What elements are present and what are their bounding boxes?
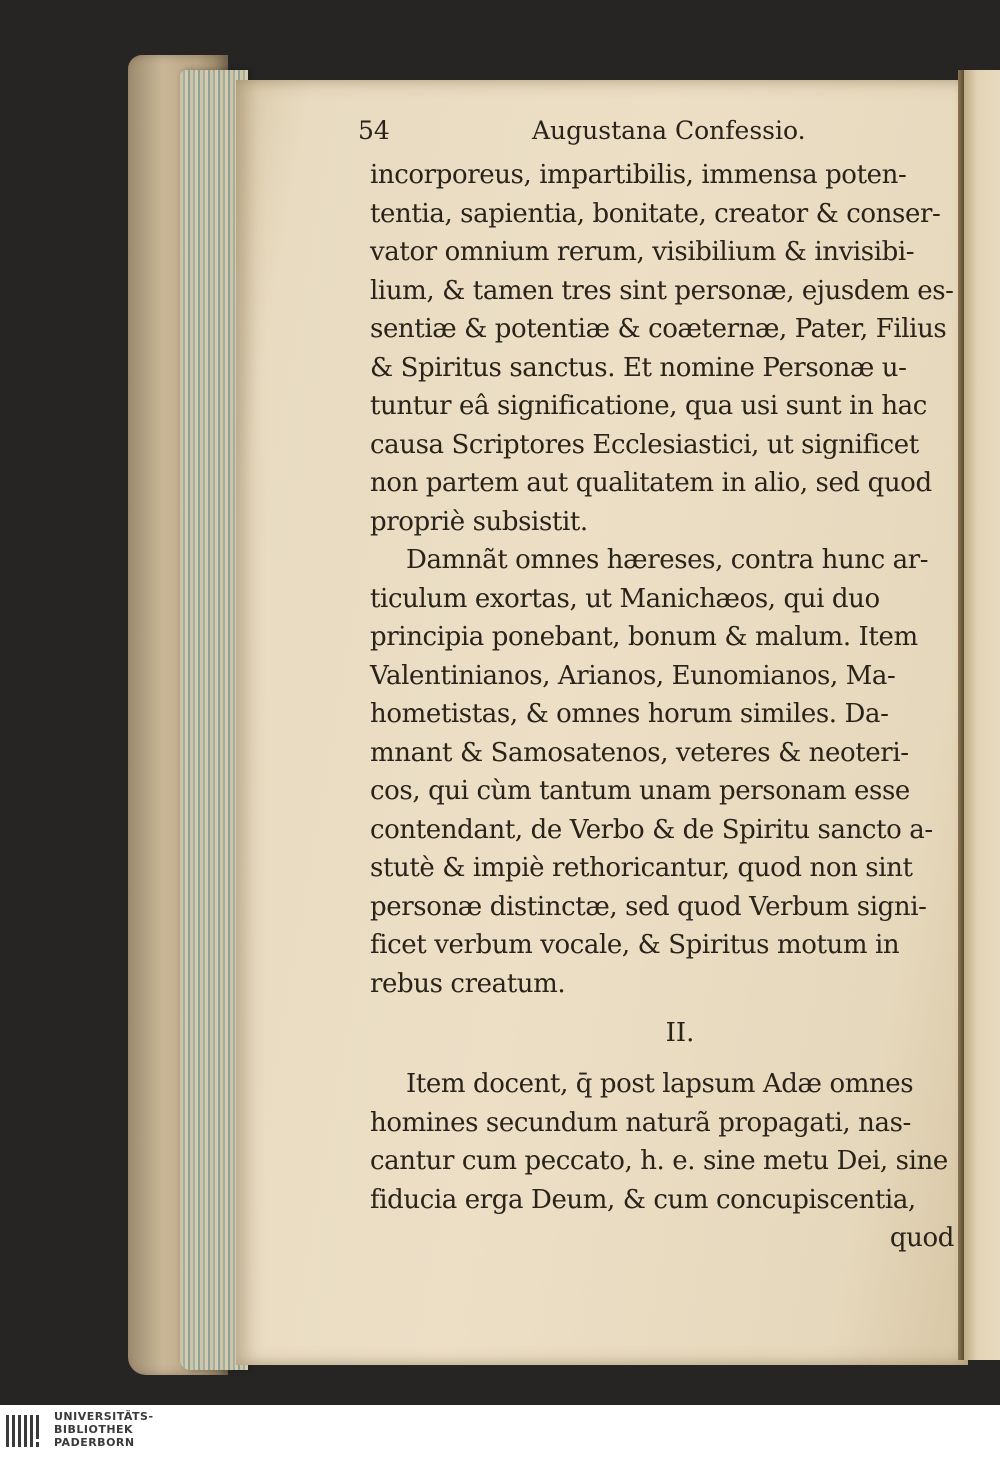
text-line: Item docent, q̄ post lapsum Adæ omnes bbox=[406, 1069, 914, 1099]
text-line: personæ distinctæ, sed quod Verbum signi- bbox=[370, 891, 927, 922]
paragraph-2 bbox=[370, 541, 960, 1003]
text-line: lium, & tamen tres sint personæ, ejusdem es- bbox=[370, 275, 954, 306]
text-line: incorporeus, impartibilis, immensa poten- bbox=[370, 160, 907, 190]
text-line: vator omnium rerum, visibilium & invisibi- bbox=[370, 237, 915, 267]
text-line: hometistas, & omnes horum similes. Da- bbox=[370, 699, 889, 729]
text-line: tuntur eâ significatione, qua usi sunt in hac bbox=[370, 391, 927, 421]
page-header bbox=[358, 110, 960, 156]
text-line: mnant & Samosatenos, veteres & neoteri- bbox=[370, 737, 909, 768]
running-title: Augustana Confessio. bbox=[532, 116, 806, 145]
library-name-line: PADERBORN bbox=[54, 1436, 135, 1449]
page-number: 54 bbox=[358, 116, 390, 145]
text-line: ticulum exortas, ut Manichæos, qui duo bbox=[370, 583, 880, 614]
text-line: tentia, sapientia, bonitate, creator & conser- bbox=[370, 198, 941, 229]
catchword: quod bbox=[889, 1223, 954, 1253]
text-line: sentiæ & potentiæ & coæternæ, Pater, Filius bbox=[370, 314, 947, 344]
text-line: rebus creatum. bbox=[370, 968, 566, 999]
text-line: causa Scriptores Ecclesiastici, ut significet bbox=[370, 429, 919, 460]
text-line: ficet verbum vocale, & Spiritus motum in bbox=[370, 930, 900, 960]
library-name bbox=[54, 1410, 154, 1449]
text-line: stutè & impiè rethoricantur, quod non sint bbox=[370, 853, 913, 883]
page-text bbox=[358, 110, 960, 1258]
text-line: cos, qui cùm tantum unam personam esse bbox=[370, 776, 910, 806]
library-name-line: BIBLIOTHEK bbox=[54, 1423, 134, 1436]
text-line: & Spiritus sanctus. Et nomine Personæ u- bbox=[370, 352, 907, 383]
section-number: II. bbox=[665, 1018, 695, 1048]
library-logo-icon bbox=[4, 1411, 48, 1451]
text-line: contendant, de Verbo & de Spiritu sancto a- bbox=[370, 814, 933, 845]
paragraph-1 bbox=[370, 156, 960, 541]
text-line: principia ponebant, bonum & malum. Item bbox=[370, 622, 918, 652]
text-line: propriè subsistit. bbox=[370, 506, 588, 537]
facing-page-edge bbox=[962, 70, 1000, 1360]
text-line: Damnãt omnes hæreses, contra hunc ar- bbox=[406, 545, 929, 575]
text-line: Valentinianos, Arianos, Eunomianos, Ma- bbox=[370, 660, 896, 691]
library-name-line: UNIVERSITÄTS- bbox=[54, 1410, 154, 1423]
text-line: non partem aut qualitatem in alio, sed quod bbox=[370, 468, 932, 498]
text-line: homines secundum naturã propagati, nas- bbox=[370, 1107, 911, 1138]
paragraph-3 bbox=[370, 1065, 960, 1258]
text-line: fiducia erga Deum, & cum concupiscentia, bbox=[370, 1184, 916, 1215]
text-line: cantur cum peccato, h. e. sine metu Dei, sine bbox=[370, 1146, 948, 1176]
library-banner bbox=[0, 1405, 1000, 1457]
